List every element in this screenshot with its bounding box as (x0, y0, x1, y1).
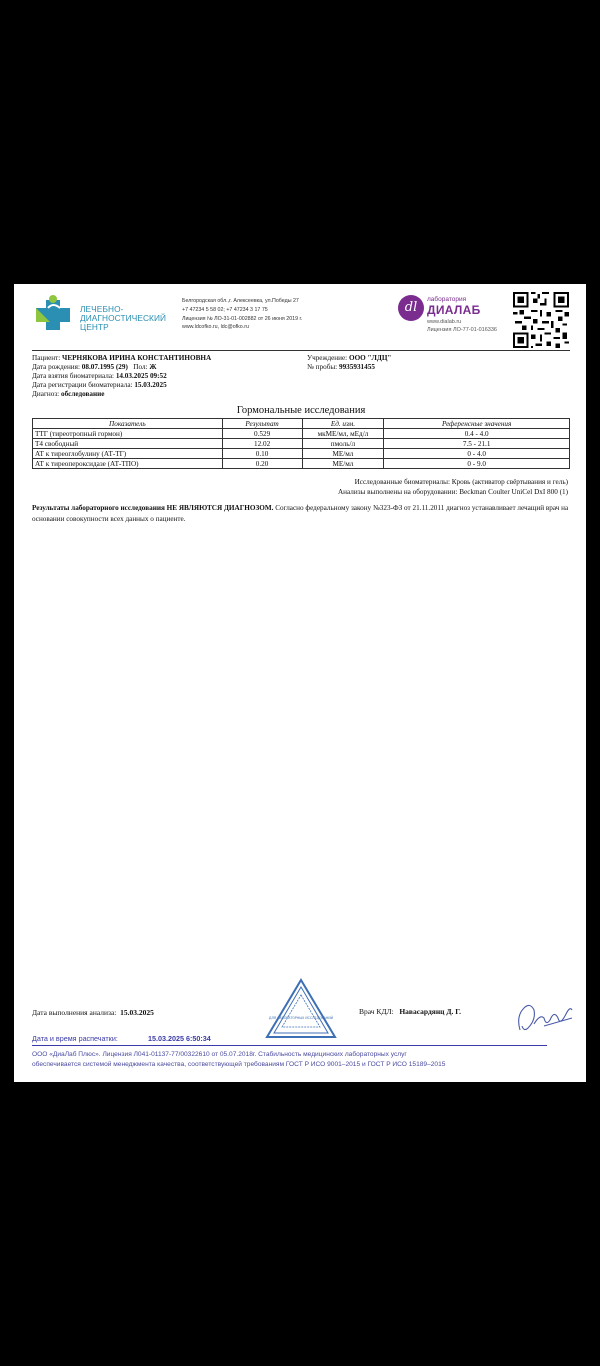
test-value: 12.02 (222, 439, 302, 449)
institution-row: Учреждение: ООО "ЛДЦ" (307, 354, 392, 362)
birth-row: Дата рождения: 08.07.1995 (29) Пол: Ж (32, 363, 157, 371)
footer-license: ООО «ДиаЛаб Плюс». Лицензия Л041-01137-77/00322610 от 05.07.2018г. Стабильность медицинских лабораторных услуг обеспечивается системой менеджмента качества, соответствующей требованиям ГОСТ Р ИСО 9001–2015 и ГОСТ Р ИСО 15189–2015 (32, 1051, 446, 1068)
table-header-row (33, 419, 570, 429)
diagnosis-row: Диагноз: обследование (32, 390, 105, 398)
footer-divider (32, 1045, 547, 1046)
table-row (33, 439, 570, 449)
test-reference: 0 - 4.0 (384, 449, 570, 459)
test-unit: мкМЕ/мл, мЕд/л (302, 429, 384, 439)
print-datetime: 15.03.2025 6:50:34 (148, 1034, 211, 1043)
patient-name: ЧЕРНЯКОВА ИРИНА КОНСТАНТИНОВНА (62, 354, 212, 362)
registered-date: 15.03.2025 (134, 381, 167, 389)
section-title: Гормональные исследования (236, 405, 366, 416)
lab-logo-icon: dl (398, 295, 424, 321)
test-value: 0.20 (222, 459, 302, 469)
stamp-text: ДЛЯ ЛАБОРАТОРНЫХ ИССЛЕДОВАНИЙ (268, 1016, 334, 1020)
sample-number: 9935931455 (338, 363, 375, 371)
table-row (33, 449, 570, 459)
registered-row: Дата регистрации биоматериала: 15.03.2025 (32, 381, 167, 389)
test-unit: МЕ/мл (302, 449, 384, 459)
lab-logo: dl лаборатория ДИАЛАБ www.dialab.ru Лицензия ЛО-77-01-016336 (398, 294, 518, 338)
test-reference: 7.5 - 21.1 (384, 439, 570, 449)
analysis-date: 15.03.2025 (120, 1008, 154, 1017)
clinic-address: Белгородская обл.,г. Алексеевка, ул.Победы 27 +7 47234 5 58 02; +7 47234 3 17 75 Лицензия № ЛО-31-01-002882 от 26 июня 2019 г. www.ldcofko.ru, ldc@ofko.ru (182, 298, 303, 331)
test-unit: пмоль/л (302, 439, 384, 449)
materials: Исследованные биоматериалы: Кровь (активатор свёртывания и гель) (354, 478, 568, 486)
disclaimer-bold: Результаты лабораторного исследования НЕ ЯВЛЯЮТСЯ ДИАГНОЗОМ. (32, 504, 274, 512)
institution: ООО "ЛДЦ" (348, 354, 392, 362)
test-value: 0.529 (222, 429, 302, 439)
table-row (33, 459, 570, 469)
diagnosis: обследование (60, 390, 105, 398)
test-name: ТТГ (тиреотропный гормон) (33, 429, 223, 439)
taken-row: Дата взятия биоматериала: 14.03.2025 09:52 (32, 372, 167, 380)
test-name: АТ к тиреопероксидазе (АТ-ТПО) (33, 459, 223, 469)
qr-code-icon (513, 292, 569, 348)
patient-name-row: Пациент: ЧЕРНЯКОВА ИРИНА КОНСТАНТИНОВНА (32, 354, 212, 362)
column-header: Референсные значения (384, 419, 570, 429)
header-divider (32, 350, 570, 351)
test-value: 0.10 (222, 449, 302, 459)
clinic-name: ЛЕЧЕБНО- ДИАГНОСТИЧЕСКИЙ ЦЕНТР (80, 304, 167, 332)
sex: Ж (149, 363, 157, 371)
clinic-logo (34, 294, 184, 332)
column-header: Результат (222, 419, 302, 429)
report-page (14, 284, 586, 1082)
disclaimer-text: Согласно федеральному закону №323-ФЗ от 21.11.2011 диагноз устанавливает лечащий врач на основании совокупности всех данных о пациенте. (32, 504, 569, 523)
sample-row: № пробы: 9935931455 (307, 363, 375, 371)
column-header: Ед. изм. (302, 419, 384, 429)
taken-date: 14.03.2025 09:52 (115, 372, 167, 380)
print-datetime-row: Дата и время распечатки: 15.03.2025 6:50:34 (32, 1034, 211, 1043)
doctor-name: Навасардянц Д. Г. (399, 1007, 462, 1016)
clinic-cross-icon (34, 294, 78, 332)
test-unit: МЕ/мл (302, 459, 384, 469)
test-reference: 0 - 9.0 (384, 459, 570, 469)
doctor-signature-icon (514, 996, 576, 1036)
doctor-row: Врач КДЛ: Навасардянц Д. Г. (359, 1007, 462, 1016)
test-name: АТ к тиреоглобулину (АТ-ТГ) (33, 449, 223, 459)
disclaimer (32, 503, 577, 524)
test-name: Т4 свободный (33, 439, 223, 449)
analysis-date-row: Дата выполнения анализа: 15.03.2025 (32, 1008, 154, 1017)
results-table (32, 418, 570, 469)
birth-date: 08.07.1995 (29) (81, 363, 128, 371)
test-reference: 0.4 - 4.0 (384, 429, 570, 439)
equipment: Анализы выполнены на оборудовании: Beckman Coulter UniCel DxI 800 (1) (337, 488, 568, 496)
column-header: Показатель (33, 419, 223, 429)
lab-stamp-icon (264, 977, 338, 1041)
table-row (33, 429, 570, 439)
